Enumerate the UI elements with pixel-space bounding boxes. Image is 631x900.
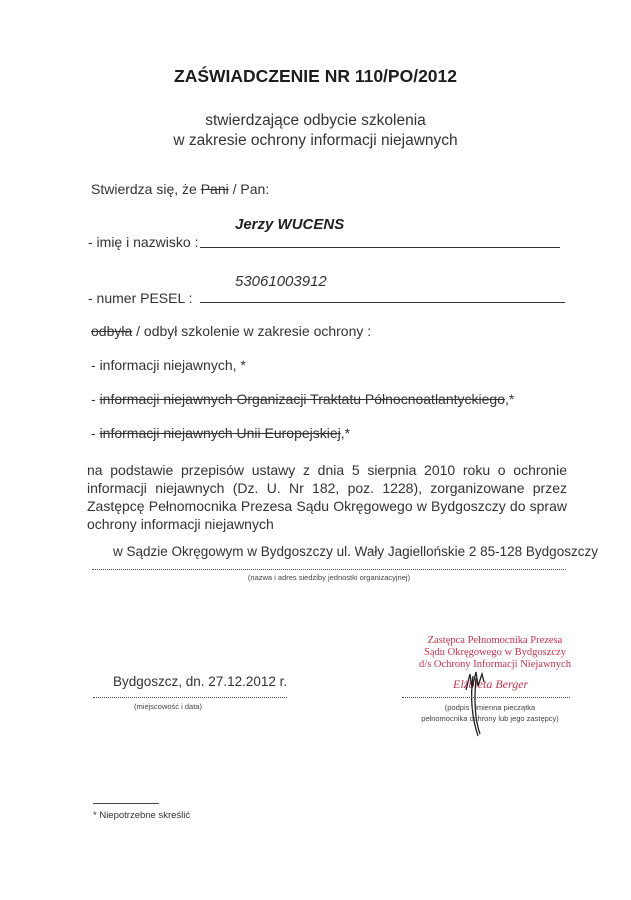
place-date-caption: (miejscowość i data) [134,702,202,711]
option-tail: ,* [340,425,351,441]
option-tail: ,* [505,391,515,407]
option-text: informacji niejawnych [99,357,233,373]
intro-line [91,181,269,197]
training-struck-odbyla: odbyła [91,323,133,339]
official-stamp [405,635,585,671]
signature-caption-line-2: pełnomocnika ochrony lub jego zastępcy) [421,714,559,723]
name-value: Jerzy WUCENS [235,216,345,233]
training-option-3 [91,425,350,441]
subtitle-line-2: w zakresie ochrony informacji niejawnych [173,132,458,149]
intro-suffix: / Pan: [228,181,270,197]
training-option-2 [91,391,514,407]
place-date-value: Bydgoszcz, dn. 27.12.2012 r. [113,674,288,689]
organization-caption: (nazwa i adres siedziby jednostki organizacyjnej) [247,573,411,582]
signature-caption-line-1: (podpis i imienna pieczątka [444,703,536,712]
training-line [91,323,371,339]
name-label: - imię i nazwisko : [88,234,199,250]
subtitle-line-1: stwierdzające odbycie szkolenia [205,112,426,129]
intro-prefix: Stwierdza się, że [91,181,201,197]
intro-struck-pani: Pani [200,181,229,197]
place-date-dotted-line [93,697,287,698]
footnote-rule [93,803,159,804]
option-tail: , * [232,357,246,373]
stamp-name: Elżbieta Berger [453,677,529,691]
stamp-line-2: Sądu Okręgowego w Bydgoszczy [423,647,566,658]
name-underline [200,247,560,248]
certificate-title: ZAŚWIADCZENIE NR 110/PO/2012 [174,66,457,86]
signature-dotted-line [402,697,570,698]
option-text-struck: informacji niejawnych Unii Europejskiej [99,425,341,441]
organization-value: w Sądzie Okręgowym w Bydgoszczy ul. Wały Jagiellońskie 2 85-128 Bydgoszczy [113,544,598,559]
organization-dotted-line [92,569,566,570]
pesel-value: 53061003912 [235,273,327,290]
stamp-line-3: d/s Ochrony Informacji Niejawnych [419,659,571,670]
training-option-1 [91,357,246,373]
pesel-underline [200,302,565,303]
pesel-label: - numer PESEL : [88,290,193,306]
legal-paragraph: na podstawie przepisów ustawy z dnia 5 sierpnia 2010 roku o ochronie informacji niejawnych (Dz. U. Nr 182, poz. 1228), zorganizowane przez Zastępcę Pełnomocnika Prezesa Sądu Okręgowego w Bydgoszczy do spraw ochrony informacji niejawnych [87,462,567,532]
option-text-struck: informacji niejawnych Organizacji Traktatu Północnoatlantyckiego [99,391,505,407]
option-dash: - [91,391,100,407]
option-dash: - [91,357,100,373]
stamp-line-1: Zastępca Pełnomocnika Prezesa [427,635,563,646]
training-suffix: / odbył szkolenie w zakresie ochrony : [132,323,372,339]
footnote: * Niepotrzebne skreślić [93,810,191,821]
option-dash: - [91,425,100,441]
